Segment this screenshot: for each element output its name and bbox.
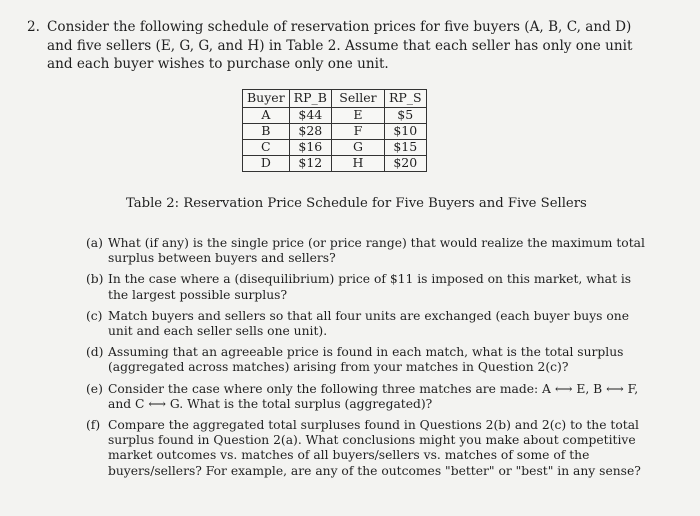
part-text: In the case where a (disequilibrium) price of $11 is imposed on this market, what is the largest possible surplus? — [108, 272, 632, 302]
part-text: Assuming that an agreeable price is found in each match, what is the total surplus (aggregated across matches) arising from your matches in Question 2(c)? — [108, 345, 624, 375]
table-cell: A — [243, 108, 290, 124]
table-cell: $12 — [289, 156, 331, 172]
part-text: Match buyers and sellers so that all four units are exchanged (each buyer buys one unit and each seller sells one unit). — [108, 308, 629, 339]
table-header-cell: RP_S — [384, 90, 426, 108]
table-cell: F — [331, 124, 384, 140]
part-label: (e) — [86, 381, 103, 396]
part-label: (f) — [86, 418, 101, 433]
part-text: Compare the aggregated total surpluses found in Questions 2(b) and 2(c) to the total surplus found in Question 2(a). What conclusions might you make about competitive market outcomes vs. matches of all buyers/sellers vs. matches of some of the buyers/sellers? For example, are any of the outcomes "better" or "best" in any sense? — [108, 418, 641, 478]
question-number: 2. — [27, 19, 40, 35]
question-part-b — [86, 272, 646, 302]
part-text: What (if any) is the single price (or price range) that would realize the maximum total surplus between buyers and sellers? — [108, 236, 645, 266]
table-cell: $44 — [289, 108, 331, 124]
part-label: (d) — [86, 345, 104, 360]
table-cell: D — [243, 156, 290, 172]
question-parts — [86, 236, 646, 485]
question-part-e — [86, 382, 646, 412]
table-cell: E — [331, 108, 384, 124]
table-cell: G — [331, 140, 384, 156]
reservation-price-table — [242, 89, 427, 172]
part-label: (b) — [86, 272, 104, 287]
table-header-row — [243, 90, 427, 108]
table-cell: $28 — [289, 124, 331, 140]
part-text: Consider the case where only the following three matches are made: A ⟷ E, B ⟷ F, and C ⟷ G. What is the total surplus (aggregated)? — [108, 381, 639, 411]
question-intro-text: Consider the following schedule of reservation prices for five buyers (A, B, C, and D) and five sellers (E, G, G, and H) in Table 2. Assume that each seller has only one unit and each buyer wishes to purchase only one unit. — [47, 19, 633, 72]
table-row — [243, 156, 427, 172]
question-part-d — [86, 345, 646, 375]
table-cell: B — [243, 124, 290, 140]
part-label: (c) — [86, 308, 103, 323]
table-caption: Table 2: Reservation Price Schedule for Five Buyers and Five Sellers — [126, 196, 587, 211]
table-cell: $10 — [384, 124, 426, 140]
table-cell: C — [243, 140, 290, 156]
table-cell: $15 — [384, 140, 426, 156]
table-row — [243, 124, 427, 140]
table-header-cell: Seller — [331, 90, 384, 108]
table-header-cell: Buyer — [243, 90, 290, 108]
question-part-f — [86, 418, 646, 479]
table-cell: $20 — [384, 156, 426, 172]
part-label: (a) — [86, 236, 103, 250]
table-cell: $5 — [384, 108, 426, 124]
table-row — [243, 108, 427, 124]
question-part-a — [86, 236, 646, 266]
table-cell: H — [331, 156, 384, 172]
question-intro — [27, 18, 647, 74]
table-cell: $16 — [289, 140, 331, 156]
table-header-cell: RP_B — [289, 90, 331, 108]
question-part-c — [86, 309, 646, 339]
table-row — [243, 140, 427, 156]
